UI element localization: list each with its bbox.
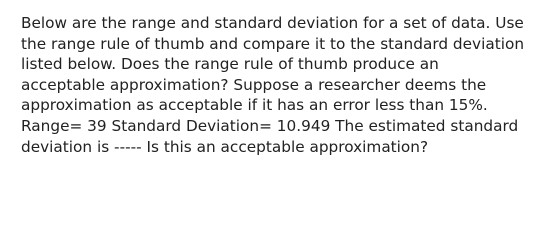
question-line: Range= 39 Standard Deviation= 10.949 The estimated standard: [21, 116, 519, 135]
question-line: approximation as acceptable if it has an error less than 15%.: [21, 96, 488, 115]
question-line: the range rule of thumb and compare it to the standard deviation: [21, 34, 525, 53]
question-line: acceptable approximation? Suppose a researcher deems the: [21, 75, 487, 94]
question-text: [21, 13, 551, 157]
question-line: Below are the range and standard deviation for a set of data. Use: [21, 14, 524, 32]
question-line: listed below. Does the range rule of thumb produce an: [21, 55, 439, 74]
question-line: deviation is ----- Is this an acceptable approximation?: [21, 137, 429, 156]
